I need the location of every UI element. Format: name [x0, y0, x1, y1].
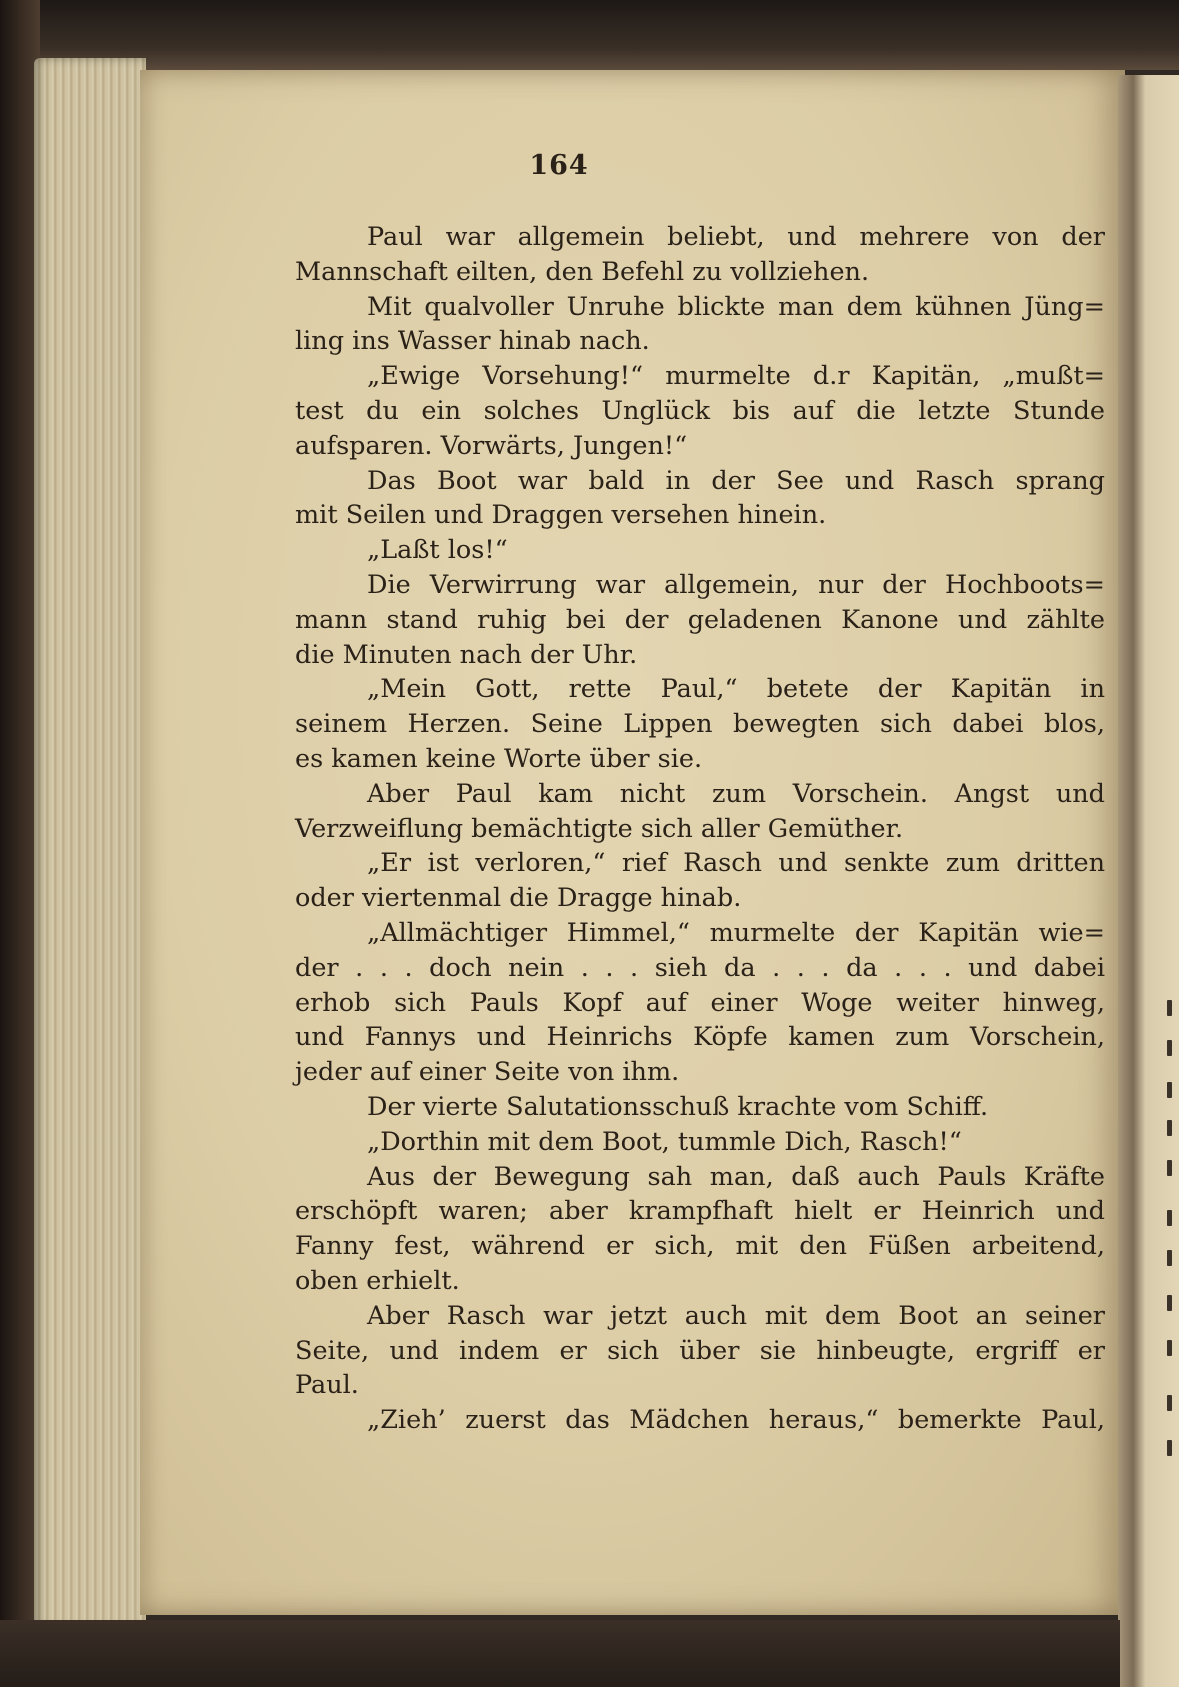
text-line: „Zieh’ zuerst das Mädchen heraus,“ bemerkte Paul, — [367, 1405, 1105, 1436]
text-line: Paul. — [295, 1370, 359, 1401]
text-line: „Er ist verloren,“ rief Rasch und senkte zum dritten — [367, 848, 1105, 879]
facing-page-marks — [1165, 1000, 1177, 1500]
text-line: „Dorthin mit dem Boot, tummle Dich, Rasch!“ — [367, 1126, 962, 1157]
text-line: es kamen keine Worte über sie. — [295, 743, 703, 774]
text-line: „Laßt los!“ — [367, 535, 508, 566]
text-line: mann stand ruhig bei der geladenen Kanone und zählte — [295, 604, 1105, 635]
text-line: Der vierte Salutationsschuß krachte vom Schiff. — [367, 1091, 989, 1122]
text-line: Die Verwirrung war allgemein, nur der Hochboots= — [367, 569, 1105, 600]
text-line: erschöpft waren; aber krampfhaft hielt er Heinrich und — [295, 1196, 1105, 1227]
text-line: jeder auf einer Seite von ihm. — [295, 1057, 680, 1088]
text-line: Aber Paul kam nicht zum Vorschein. Angst und — [367, 778, 1105, 809]
body-text — [295, 220, 1105, 1438]
text-line: mit Seilen und Draggen versehen hinein. — [295, 500, 827, 531]
text-line: „Allmächtiger Himmel,“ murmelte der Kapitän wie= — [367, 917, 1105, 948]
text-line: test du ein solches Unglück bis auf die letzte Stunde — [295, 395, 1105, 426]
text-line: ling ins Wasser hinab nach. — [295, 326, 650, 357]
text-line: die Minuten nach der Uhr. — [295, 639, 638, 670]
text-line: Mit qualvoller Unruhe blickte man dem kühnen Jüng= — [367, 291, 1105, 322]
text-line: aufsparen. Vorwärts, Jungen!“ — [295, 430, 688, 461]
text-line: „Mein Gott, rette Paul,“ betete der Kapitän in — [367, 674, 1105, 705]
page-edges — [34, 58, 146, 1628]
text-line: und Fannys und Heinrichs Köpfe kamen zum Vorschein, — [295, 1022, 1105, 1053]
text-line: Seite, und indem er sich über sie hinbeugte, ergriff er — [295, 1335, 1105, 1366]
text-line: Das Boot war bald in der See und Rasch sprang — [367, 465, 1105, 496]
text-line: oben erhielt. — [295, 1265, 460, 1296]
text-line: oder viertenmal die Dragge hinab. — [295, 883, 742, 914]
page-number: 164 — [529, 150, 589, 181]
text-line: Mannschaft eilten, den Befehl zu vollziehen. — [295, 256, 870, 287]
text-line: Verzweiflung bemächtigte sich aller Gemüther. — [295, 813, 904, 844]
text-line: Fanny fest, während er sich, mit den Füßen arbeitend, — [295, 1231, 1105, 1262]
book-cover-top — [0, 0, 1179, 70]
text-line: Aus der Bewegung sah man, daß auch Pauls Kräfte — [367, 1161, 1105, 1192]
text-line: Aber Rasch war jetzt auch mit dem Boot an seiner — [367, 1300, 1105, 1331]
book-cover-bottom — [0, 1620, 1120, 1687]
text-line: Paul war allgemein beliebt, und mehrere von der — [367, 222, 1105, 252]
text-line: erhob sich Pauls Kopf auf einer Woge weiter hinweg, — [295, 987, 1105, 1018]
text-line: seinem Herzen. Seine Lippen bewegten sich dabei blos, — [295, 709, 1105, 740]
text-line: „Ewige Vorsehung!“ murmelte d.r Kapitän, „mußt= — [367, 361, 1105, 392]
text-line: der . . . doch nein . . . sieh da . . . da . . . und dabei — [295, 952, 1105, 983]
